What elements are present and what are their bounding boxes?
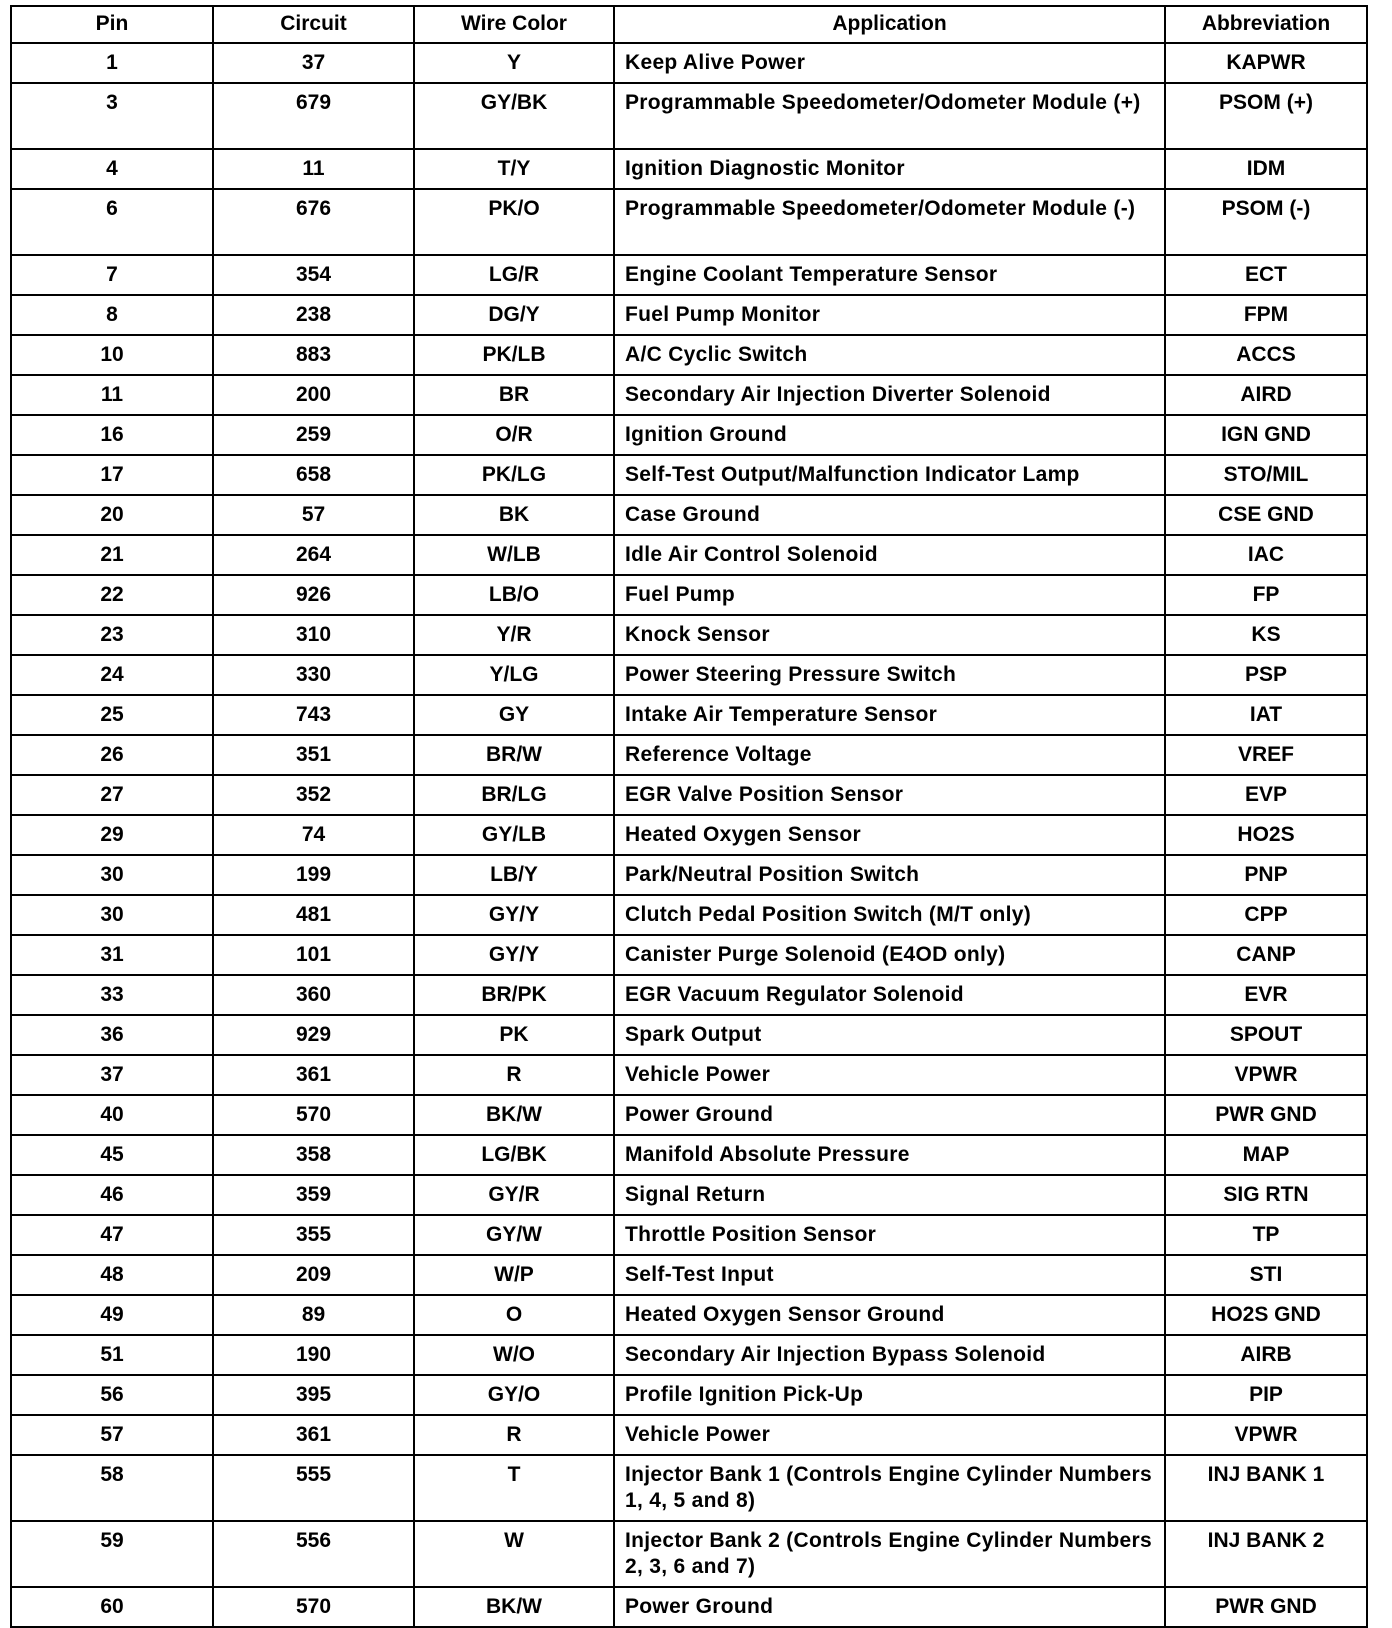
cell-application: Profile Ignition Pick-Up: [614, 1375, 1165, 1415]
cell-application: Canister Purge Solenoid (E4OD only): [614, 935, 1165, 975]
cell-circuit: 355: [213, 1215, 414, 1255]
cell-abbreviation: INJ BANK 2: [1165, 1521, 1367, 1587]
cell-wire-color: R: [414, 1055, 614, 1095]
cell-wire-color: W/O: [414, 1335, 614, 1375]
cell-pin: 45: [11, 1135, 213, 1175]
cell-abbreviation: IAT: [1165, 695, 1367, 735]
cell-wire-color: GY/R: [414, 1175, 614, 1215]
cell-abbreviation: CSE GND: [1165, 495, 1367, 535]
table-row: [11, 1295, 1367, 1335]
cell-wire-color: W: [414, 1521, 614, 1587]
cell-abbreviation: EVR: [1165, 975, 1367, 1015]
cell-circuit: 89: [213, 1295, 414, 1335]
cell-abbreviation: INJ BANK 1: [1165, 1455, 1367, 1521]
cell-circuit: 743: [213, 695, 414, 735]
table-row: [11, 1215, 1367, 1255]
cell-application: Clutch Pedal Position Switch (M/T only): [614, 895, 1165, 935]
cell-application: Manifold Absolute Pressure: [614, 1135, 1165, 1175]
cell-application: Ignition Ground: [614, 415, 1165, 455]
cell-circuit: 555: [213, 1455, 414, 1521]
cell-pin: 60: [11, 1587, 213, 1627]
cell-pin: 6: [11, 189, 213, 255]
cell-pin: 23: [11, 615, 213, 655]
cell-abbreviation: IDM: [1165, 149, 1367, 189]
cell-application: Reference Voltage: [614, 735, 1165, 775]
cell-circuit: 570: [213, 1095, 414, 1135]
cell-pin: 30: [11, 895, 213, 935]
table-row: [11, 1015, 1367, 1055]
cell-application: Vehicle Power: [614, 1055, 1165, 1095]
table-row: [11, 535, 1367, 575]
cell-application: Fuel Pump: [614, 575, 1165, 615]
cell-wire-color: BK: [414, 495, 614, 535]
cell-abbreviation: AIRB: [1165, 1335, 1367, 1375]
header-circuit: Circuit: [213, 6, 414, 43]
cell-pin: 26: [11, 735, 213, 775]
cell-abbreviation: SIG RTN: [1165, 1175, 1367, 1215]
cell-pin: 47: [11, 1215, 213, 1255]
table-row: [11, 375, 1367, 415]
cell-circuit: 74: [213, 815, 414, 855]
table-row: [11, 295, 1367, 335]
cell-abbreviation: VPWR: [1165, 1415, 1367, 1455]
table-row: [11, 189, 1367, 255]
cell-wire-color: PK: [414, 1015, 614, 1055]
cell-abbreviation: IAC: [1165, 535, 1367, 575]
cell-circuit: 310: [213, 615, 414, 655]
cell-circuit: 351: [213, 735, 414, 775]
header-abbreviation: Abbreviation: [1165, 6, 1367, 43]
cell-application: Engine Coolant Temperature Sensor: [614, 255, 1165, 295]
cell-wire-color: O: [414, 1295, 614, 1335]
cell-pin: 20: [11, 495, 213, 535]
cell-circuit: 929: [213, 1015, 414, 1055]
cell-wire-color: GY/BK: [414, 83, 614, 149]
table-row: [11, 735, 1367, 775]
cell-pin: 17: [11, 455, 213, 495]
table-row: [11, 975, 1367, 1015]
cell-application: Park/Neutral Position Switch: [614, 855, 1165, 895]
table-row: [11, 495, 1367, 535]
cell-wire-color: GY/O: [414, 1375, 614, 1415]
cell-application: Intake Air Temperature Sensor: [614, 695, 1165, 735]
cell-pin: 16: [11, 415, 213, 455]
table-row: [11, 815, 1367, 855]
cell-circuit: 209: [213, 1255, 414, 1295]
table-row: [11, 1095, 1367, 1135]
cell-abbreviation: VREF: [1165, 735, 1367, 775]
table-row: [11, 335, 1367, 375]
cell-application: A/C Cyclic Switch: [614, 335, 1165, 375]
cell-abbreviation: KAPWR: [1165, 43, 1367, 83]
table-row: [11, 1375, 1367, 1415]
table-row: [11, 855, 1367, 895]
cell-circuit: 361: [213, 1415, 414, 1455]
cell-abbreviation: PSOM (-): [1165, 189, 1367, 255]
cell-application: Keep Alive Power: [614, 43, 1165, 83]
cell-application: Heated Oxygen Sensor: [614, 815, 1165, 855]
cell-pin: 7: [11, 255, 213, 295]
cell-wire-color: R: [414, 1415, 614, 1455]
cell-circuit: 395: [213, 1375, 414, 1415]
cell-application: Power Steering Pressure Switch: [614, 655, 1165, 695]
cell-abbreviation: ECT: [1165, 255, 1367, 295]
cell-application: Power Ground: [614, 1587, 1165, 1627]
cell-wire-color: LG/R: [414, 255, 614, 295]
table-row: [11, 1521, 1367, 1587]
cell-circuit: 926: [213, 575, 414, 615]
cell-application: Fuel Pump Monitor: [614, 295, 1165, 335]
cell-wire-color: LB/Y: [414, 855, 614, 895]
cell-circuit: 481: [213, 895, 414, 935]
cell-application: EGR Valve Position Sensor: [614, 775, 1165, 815]
cell-abbreviation: FP: [1165, 575, 1367, 615]
cell-pin: 49: [11, 1295, 213, 1335]
cell-wire-color: Y/R: [414, 615, 614, 655]
table-row: [11, 1175, 1367, 1215]
table-row: [11, 695, 1367, 735]
cell-circuit: 199: [213, 855, 414, 895]
cell-pin: 29: [11, 815, 213, 855]
cell-pin: 3: [11, 83, 213, 149]
table-row: [11, 149, 1367, 189]
cell-wire-color: PK/O: [414, 189, 614, 255]
cell-wire-color: LG/BK: [414, 1135, 614, 1175]
cell-circuit: 354: [213, 255, 414, 295]
cell-circuit: 37: [213, 43, 414, 83]
cell-application: Self-Test Input: [614, 1255, 1165, 1295]
cell-application: Injector Bank 2 (Controls Engine Cylinder Numbers 2, 3, 6 and 7): [614, 1521, 1165, 1587]
cell-wire-color: T: [414, 1455, 614, 1521]
cell-circuit: 352: [213, 775, 414, 815]
cell-abbreviation: PIP: [1165, 1375, 1367, 1415]
cell-abbreviation: EVP: [1165, 775, 1367, 815]
cell-circuit: 101: [213, 935, 414, 975]
header-application: Application: [614, 6, 1165, 43]
cell-wire-color: W/P: [414, 1255, 614, 1295]
table-row: [11, 575, 1367, 615]
cell-abbreviation: STI: [1165, 1255, 1367, 1295]
cell-application: Knock Sensor: [614, 615, 1165, 655]
cell-wire-color: LB/O: [414, 575, 614, 615]
cell-circuit: 360: [213, 975, 414, 1015]
cell-circuit: 259: [213, 415, 414, 455]
cell-abbreviation: CPP: [1165, 895, 1367, 935]
cell-pin: 36: [11, 1015, 213, 1055]
cell-wire-color: BR/LG: [414, 775, 614, 815]
cell-abbreviation: MAP: [1165, 1135, 1367, 1175]
cell-circuit: 361: [213, 1055, 414, 1095]
cell-application: Ignition Diagnostic Monitor: [614, 149, 1165, 189]
cell-pin: 57: [11, 1415, 213, 1455]
cell-application: Spark Output: [614, 1015, 1165, 1055]
cell-pin: 27: [11, 775, 213, 815]
cell-application: Power Ground: [614, 1095, 1165, 1135]
cell-circuit: 238: [213, 295, 414, 335]
cell-application: Secondary Air Injection Bypass Solenoid: [614, 1335, 1165, 1375]
cell-application: Programmable Speedometer/Odometer Module (+): [614, 83, 1165, 149]
cell-wire-color: BK/W: [414, 1095, 614, 1135]
cell-circuit: 11: [213, 149, 414, 189]
cell-abbreviation: PNP: [1165, 855, 1367, 895]
cell-circuit: 200: [213, 375, 414, 415]
cell-pin: 56: [11, 1375, 213, 1415]
cell-abbreviation: TP: [1165, 1215, 1367, 1255]
cell-wire-color: GY/Y: [414, 935, 614, 975]
cell-abbreviation: HO2S: [1165, 815, 1367, 855]
table-row: [11, 1135, 1367, 1175]
cell-wire-color: W/LB: [414, 535, 614, 575]
cell-application: Self-Test Output/Malfunction Indicator Lamp: [614, 455, 1165, 495]
cell-pin: 46: [11, 1175, 213, 1215]
cell-abbreviation: FPM: [1165, 295, 1367, 335]
cell-pin: 25: [11, 695, 213, 735]
cell-application: Signal Return: [614, 1175, 1165, 1215]
cell-wire-color: Y: [414, 43, 614, 83]
cell-circuit: 330: [213, 655, 414, 695]
table-body: [11, 43, 1367, 1627]
cell-circuit: 570: [213, 1587, 414, 1627]
table-row: [11, 1415, 1367, 1455]
table-row: [11, 455, 1367, 495]
cell-abbreviation: ACCS: [1165, 335, 1367, 375]
cell-wire-color: BR/W: [414, 735, 614, 775]
cell-abbreviation: HO2S GND: [1165, 1295, 1367, 1335]
header-pin: Pin: [11, 6, 213, 43]
table-row: [11, 43, 1367, 83]
table-row: [11, 1587, 1367, 1627]
cell-abbreviation: SPOUT: [1165, 1015, 1367, 1055]
table-row: [11, 655, 1367, 695]
cell-pin: 40: [11, 1095, 213, 1135]
cell-application: Injector Bank 1 (Controls Engine Cylinder Numbers 1, 4, 5 and 8): [614, 1455, 1165, 1521]
cell-application: EGR Vacuum Regulator Solenoid: [614, 975, 1165, 1015]
cell-application: Case Ground: [614, 495, 1165, 535]
table-row: [11, 415, 1367, 455]
cell-application: Secondary Air Injection Diverter Solenoid: [614, 375, 1165, 415]
cell-circuit: 359: [213, 1175, 414, 1215]
cell-wire-color: BK/W: [414, 1587, 614, 1627]
cell-circuit: 679: [213, 83, 414, 149]
cell-wire-color: GY/LB: [414, 815, 614, 855]
cell-pin: 22: [11, 575, 213, 615]
cell-abbreviation: PSP: [1165, 655, 1367, 695]
cell-wire-color: BR/PK: [414, 975, 614, 1015]
cell-abbreviation: AIRD: [1165, 375, 1367, 415]
cell-wire-color: O/R: [414, 415, 614, 455]
cell-wire-color: GY/W: [414, 1215, 614, 1255]
table-row: [11, 1055, 1367, 1095]
cell-pin: 37: [11, 1055, 213, 1095]
cell-wire-color: PK/LG: [414, 455, 614, 495]
cell-abbreviation: CANP: [1165, 935, 1367, 975]
cell-pin: 11: [11, 375, 213, 415]
cell-wire-color: GY: [414, 695, 614, 735]
cell-abbreviation: VPWR: [1165, 1055, 1367, 1095]
cell-application: Heated Oxygen Sensor Ground: [614, 1295, 1165, 1335]
cell-wire-color: DG/Y: [414, 295, 614, 335]
cell-pin: 1: [11, 43, 213, 83]
table-row: [11, 255, 1367, 295]
cell-circuit: 658: [213, 455, 414, 495]
cell-circuit: 57: [213, 495, 414, 535]
cell-pin: 33: [11, 975, 213, 1015]
cell-circuit: 676: [213, 189, 414, 255]
cell-abbreviation: PSOM (+): [1165, 83, 1367, 149]
table-row: [11, 1455, 1367, 1521]
cell-pin: 59: [11, 1521, 213, 1587]
cell-application: Throttle Position Sensor: [614, 1215, 1165, 1255]
cell-circuit: 883: [213, 335, 414, 375]
cell-pin: 10: [11, 335, 213, 375]
pinout-table: [10, 5, 1368, 1628]
cell-circuit: 358: [213, 1135, 414, 1175]
table-row: [11, 1335, 1367, 1375]
cell-pin: 30: [11, 855, 213, 895]
cell-application: Vehicle Power: [614, 1415, 1165, 1455]
cell-application: Idle Air Control Solenoid: [614, 535, 1165, 575]
header-wire-color: Wire Color: [414, 6, 614, 43]
cell-pin: 8: [11, 295, 213, 335]
cell-pin: 21: [11, 535, 213, 575]
cell-circuit: 264: [213, 535, 414, 575]
cell-wire-color: T/Y: [414, 149, 614, 189]
cell-wire-color: BR: [414, 375, 614, 415]
cell-abbreviation: PWR GND: [1165, 1095, 1367, 1135]
table-row: [11, 775, 1367, 815]
cell-application: Programmable Speedometer/Odometer Module (-): [614, 189, 1165, 255]
cell-circuit: 190: [213, 1335, 414, 1375]
header-row: [11, 6, 1367, 43]
cell-abbreviation: KS: [1165, 615, 1367, 655]
cell-wire-color: GY/Y: [414, 895, 614, 935]
table-row: [11, 83, 1367, 149]
cell-abbreviation: STO/MIL: [1165, 455, 1367, 495]
cell-abbreviation: PWR GND: [1165, 1587, 1367, 1627]
table-row: [11, 1255, 1367, 1295]
table-row: [11, 615, 1367, 655]
cell-wire-color: Y/LG: [414, 655, 614, 695]
cell-pin: 4: [11, 149, 213, 189]
table-row: [11, 895, 1367, 935]
cell-pin: 31: [11, 935, 213, 975]
cell-abbreviation: IGN GND: [1165, 415, 1367, 455]
cell-pin: 51: [11, 1335, 213, 1375]
table-row: [11, 935, 1367, 975]
cell-circuit: 556: [213, 1521, 414, 1587]
cell-pin: 58: [11, 1455, 213, 1521]
cell-wire-color: PK/LB: [414, 335, 614, 375]
cell-pin: 24: [11, 655, 213, 695]
cell-pin: 48: [11, 1255, 213, 1295]
